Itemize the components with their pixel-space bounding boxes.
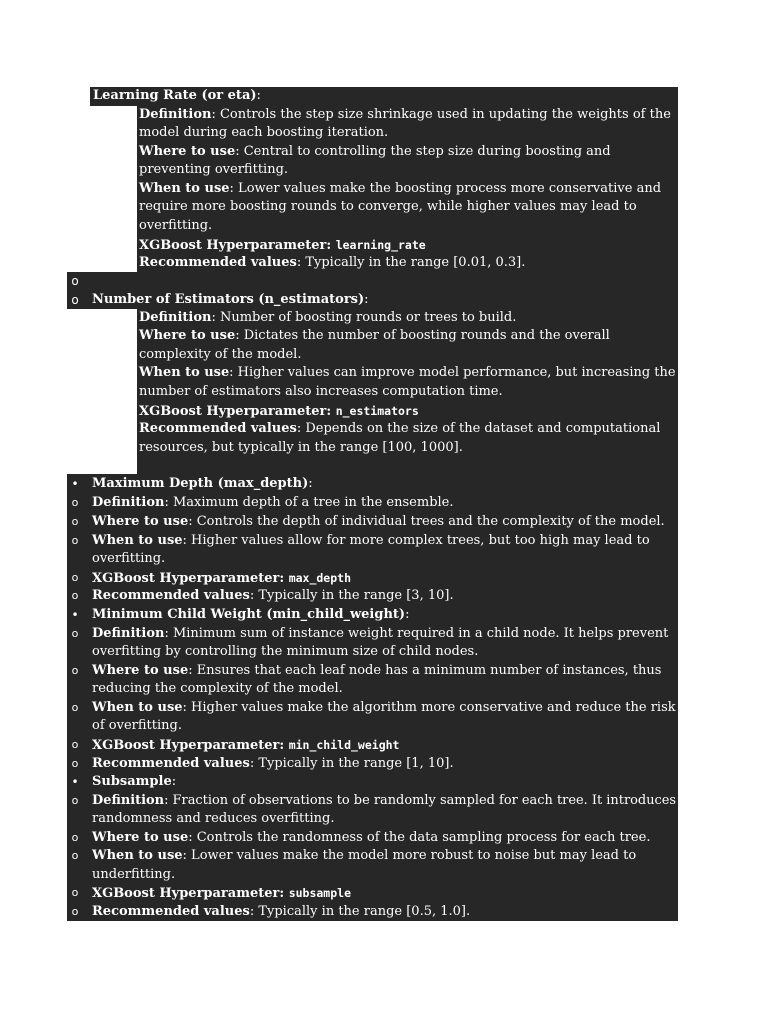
section2-recommended-cont: resources, but typically in the range [100, 1000]. bbox=[139, 440, 463, 455]
section3-definition: Definition: Maximum depth of a tree in the ensemble. bbox=[92, 495, 454, 510]
section1-when: When to use: Lower values make the boosting process more conservative and bbox=[139, 181, 662, 196]
section5-where: Where to use: Controls the randomness of the data sampling process for each tree. bbox=[92, 830, 651, 845]
section2-definition: Definition: Number of boosting rounds or trees to build. bbox=[139, 310, 517, 325]
section4-recommended: Recommended values: Typically in the range [1, 10]. bbox=[92, 756, 454, 771]
section5-when: When to use: Lower values make the model more robust to noise but may lead to bbox=[92, 848, 637, 863]
empty-bullet-marker: o bbox=[71, 274, 79, 288]
section3-definition-marker: o bbox=[71, 496, 79, 509]
section3-where-marker: o bbox=[71, 515, 79, 528]
section4-rec-marker: o bbox=[71, 757, 79, 770]
section5-hyper-marker: o bbox=[71, 886, 79, 899]
section3-rec-marker: o bbox=[71, 589, 79, 602]
section4-where: Where to use: Ensures that each leaf node has a minimum number of instances, thus bbox=[92, 663, 662, 678]
section5-definition-cont: randomness and reduces overfitting. bbox=[92, 811, 335, 826]
section4-heading: Minimum Child Weight (min_child_weight): bbox=[92, 607, 410, 622]
section3-when-cont: overfitting. bbox=[92, 551, 166, 566]
section5-marker: • bbox=[71, 775, 79, 789]
section4-hyperparameter: XGBoost Hyperparameter: min_child_weight bbox=[92, 738, 400, 753]
section1-where: Where to use: Central to controlling the step size during boosting and bbox=[139, 144, 611, 159]
section2-recommended: Recommended values: Depends on the size of the dataset and computational bbox=[139, 421, 661, 436]
section1-hyperparameter: XGBoost Hyperparameter: learning_rate bbox=[139, 238, 426, 253]
section4-marker: • bbox=[71, 608, 79, 622]
section1-where-cont: preventing overfitting. bbox=[139, 162, 289, 177]
section5-rec-marker: o bbox=[71, 905, 79, 918]
section2-hyperparameter: XGBoost Hyperparameter: n_estimators bbox=[139, 404, 419, 419]
section4-definition-cont: overfitting by controlling the minimum size of child nodes. bbox=[92, 644, 479, 659]
section5-recommended: Recommended values: Typically in the range [0.5, 1.0]. bbox=[92, 904, 471, 919]
section5-when-cont: underfitting. bbox=[92, 867, 176, 882]
section3-heading: Maximum Depth (max_depth): bbox=[92, 476, 313, 491]
section4-when: When to use: Higher values make the algorithm more conservative and reduce the risk bbox=[92, 700, 676, 715]
section1-when-cont2: overfitting. bbox=[139, 218, 213, 233]
section4-when-cont: of overfitting. bbox=[92, 718, 182, 733]
section3-marker: • bbox=[71, 477, 79, 491]
section2-when-cont: number of estimators also increases computation time. bbox=[139, 384, 503, 399]
section2-heading: Number of Estimators (n_estimators): bbox=[92, 292, 369, 307]
section2-marker: o bbox=[71, 293, 79, 307]
section3-where: Where to use: Controls the depth of individual trees and the complexity of the model. bbox=[92, 514, 665, 529]
section3-hyperparameter: XGBoost Hyperparameter: max_depth bbox=[92, 571, 351, 586]
section4-where-cont: reducing the complexity of the model. bbox=[92, 681, 343, 696]
section5-heading: Subsample: bbox=[92, 774, 177, 789]
section4-definition: Definition: Minimum sum of instance weight required in a child node. It helps prevent bbox=[92, 626, 669, 641]
section3-when: When to use: Higher values allow for more complex trees, but too high may lead to bbox=[92, 533, 650, 548]
section2-when: When to use: Higher values can improve model performance, but increasing the bbox=[139, 365, 676, 380]
section3-recommended: Recommended values: Typically in the range [3, 10]. bbox=[92, 588, 454, 603]
section3-hyper-marker: o bbox=[71, 571, 79, 584]
section5-definition-marker: o bbox=[71, 794, 79, 807]
section5-where-marker: o bbox=[71, 831, 79, 844]
section3-when-marker: o bbox=[71, 534, 79, 547]
section4-definition-marker: o bbox=[71, 627, 79, 640]
section2-where: Where to use: Dictates the number of boosting rounds and the overall bbox=[139, 328, 610, 343]
section1-when-cont1: require more boosting rounds to converge, while higher values may lead to bbox=[139, 199, 637, 214]
section5-hyperparameter: XGBoost Hyperparameter: subsample bbox=[92, 886, 351, 901]
section1-definition: Definition: Controls the step size shrinkage used in updating the weights of the bbox=[139, 107, 671, 122]
section4-where-marker: o bbox=[71, 664, 79, 677]
section1-heading: Learning Rate (or eta): bbox=[93, 88, 261, 103]
section5-definition: Definition: Fraction of observations to be randomly sampled for each tree. It introduces bbox=[92, 793, 677, 808]
section1-recommended: Recommended values: Typically in the range [0.01, 0.3]. bbox=[139, 255, 526, 270]
section2-where-cont: complexity of the model. bbox=[139, 347, 302, 362]
section4-hyper-marker: o bbox=[71, 738, 79, 751]
section1-definition-cont: model during each boosting iteration. bbox=[139, 125, 389, 140]
section5-when-marker: o bbox=[71, 849, 79, 862]
section4-when-marker: o bbox=[71, 701, 79, 714]
